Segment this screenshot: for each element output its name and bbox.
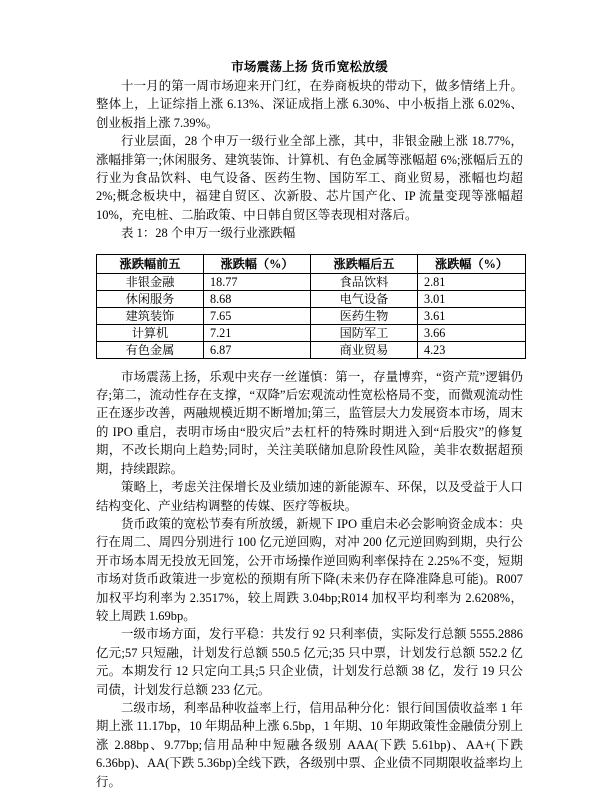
table-cell-bottom-value: 2.81 xyxy=(418,273,526,290)
table-row xyxy=(97,273,526,290)
paragraph-monetary-policy: 货币政策的宽松节奏有所放缓，新规下 IPO 重启未必会影响资金成本：央行在周二、周四分别进行 100 亿元逆回购，对冲 200 亿元逆回购到期，央行公开市场本周无投放无回笼，公开市场操作逆回购利率保持在 2.25%不变，短期市场对货币政策进一步宽松的预期有所下降(未来仍存在降准降息可能)。R007 加权平均利率为 2.3517%，较上周跌 3.04bp;R014 加权平均利率为 2.6208%，较上周跌 1.69bp。 xyxy=(96,516,523,623)
page-title: 市场震荡上扬 货币宽松放缓 xyxy=(231,60,388,74)
table-header-top5-name: 涨跌幅前五 xyxy=(97,254,204,273)
table-cell-top-value: 6.87 xyxy=(204,341,311,358)
table-cell-bottom-value: 3.01 xyxy=(418,290,526,307)
table-row xyxy=(97,290,526,307)
table-cell-top-name: 有色金属 xyxy=(97,341,204,358)
table-cell-top-name: 计算机 xyxy=(97,324,204,341)
table-header-top5-value: 涨跌幅（%） xyxy=(204,254,311,273)
table-cell-bottom-name: 国防军工 xyxy=(311,324,418,341)
paragraph-market-outlook: 市场震荡上扬，乐观中夹存一丝谨慎：第一，存量博弈，“资产荒”逻辑仍存;第二，流动性存在支撑，“双降”后宏观流动性宽松格局不变，而微观流动性正在逐步改善，两融规模近期不断增加;第三，监管层大力发展资本市场，周末的 IPO 重启，表明市场由“股灾后”去杠杆的特殊时期进入到“后股灾”的修复期，不改长期向上趋势;同时，关注美联储加息阶段性风险，美非农数据超预期，持续跟踪。 xyxy=(96,369,523,476)
industry-table-container xyxy=(96,254,523,359)
table-row xyxy=(97,341,526,358)
paragraph-market-overview: 十一月的第一周市场迎来开门红，在券商板块的带动下，做多情绪上升。整体上，上证综指上涨 6.13%、深证成指上涨 6.30%、中小板指上涨 6.02%、创业板指上涨 7.39%。 xyxy=(96,79,523,130)
table-cell-bottom-value: 3.61 xyxy=(418,307,526,324)
table-cell-top-value: 7.21 xyxy=(204,324,311,341)
table-cell-bottom-name: 商业贸易 xyxy=(311,341,418,358)
table-cell-top-name: 非银金融 xyxy=(97,273,204,290)
table-cell-top-name: 休闲服务 xyxy=(97,290,204,307)
paragraph-primary-market: 一级市场方面，发行平稳：共发行 92 只利率债，实际发行总额 5555.2886 亿元;57 只短融，计划发行总额 550.5 亿元;35 只中票，计划发行总额 552.2 亿元。本期发行 12 只定向工具;5 只企业债，计划发行总额 38 亿，发行 19 只公司债，计划发行总额 233 亿元。 xyxy=(96,627,523,697)
table-cell-top-name: 建筑装饰 xyxy=(97,307,204,324)
paragraph-industry-performance: 行业层面，28 个申万一级行业全部上涨，其中，非银金融上涨 18.77%，涨幅排第一;休闲服务、建筑装饰、计算机、有色金属等涨幅超 6%;涨幅后五的行业为食品饮料、电气设备、医药生物、国防军工、商业贸易，涨幅也均超 2%;概念板块中，福建自贸区、次新股、芯片国产化、IP 流量变现等涨幅超 10%，充电桩、二胎政策、中日韩自贸区等表现相对落后。 xyxy=(96,134,523,222)
table-row xyxy=(97,324,526,341)
paragraph-secondary-market: 二级市场，利率品种收益率上行，信用品种分化：银行间国债收益率 1 年期上涨 11.17bp，10 年期品种上涨 6.5bp，1 年期、10 年期政策性金融债分别上涨 2.88bp、9.77bp;信用品种中短融各级别 AAA(下跌 5.61bp)、AA+(下跌 6.36bp)、AA(下跌 5.36bp)全线下跌，各级别中票、企业债不同期限收益率均上行。 xyxy=(96,700,523,789)
table-cell-bottom-name: 电气设备 xyxy=(311,290,418,307)
table-cell-bottom-value: 3.66 xyxy=(418,324,526,341)
table-cell-top-value: 7.65 xyxy=(204,307,311,324)
table-row xyxy=(97,307,526,324)
table-caption: 表 1：28 个申万一级行业涨跌幅 xyxy=(121,226,296,241)
table-cell-bottom-name: 食品饮料 xyxy=(311,273,418,290)
table-header-bottom5-name: 涨跌幅后五 xyxy=(311,254,418,273)
table-cell-top-value: 8.68 xyxy=(204,290,311,307)
table-header-bottom5-value: 涨跌幅（%） xyxy=(418,254,526,273)
table-cell-top-value: 18.77 xyxy=(204,273,311,290)
table-header-row xyxy=(97,254,526,273)
table-cell-bottom-name: 医药生物 xyxy=(311,307,418,324)
table-cell-bottom-value: 4.23 xyxy=(418,341,526,358)
industry-gainers-losers-table xyxy=(96,254,526,359)
paragraph-strategy: 策略上，考虑关注保增长及业绩加速的新能源车、环保，以及受益于人口结构变化、产业结构调整的传媒、医疗等板块。 xyxy=(96,480,523,513)
